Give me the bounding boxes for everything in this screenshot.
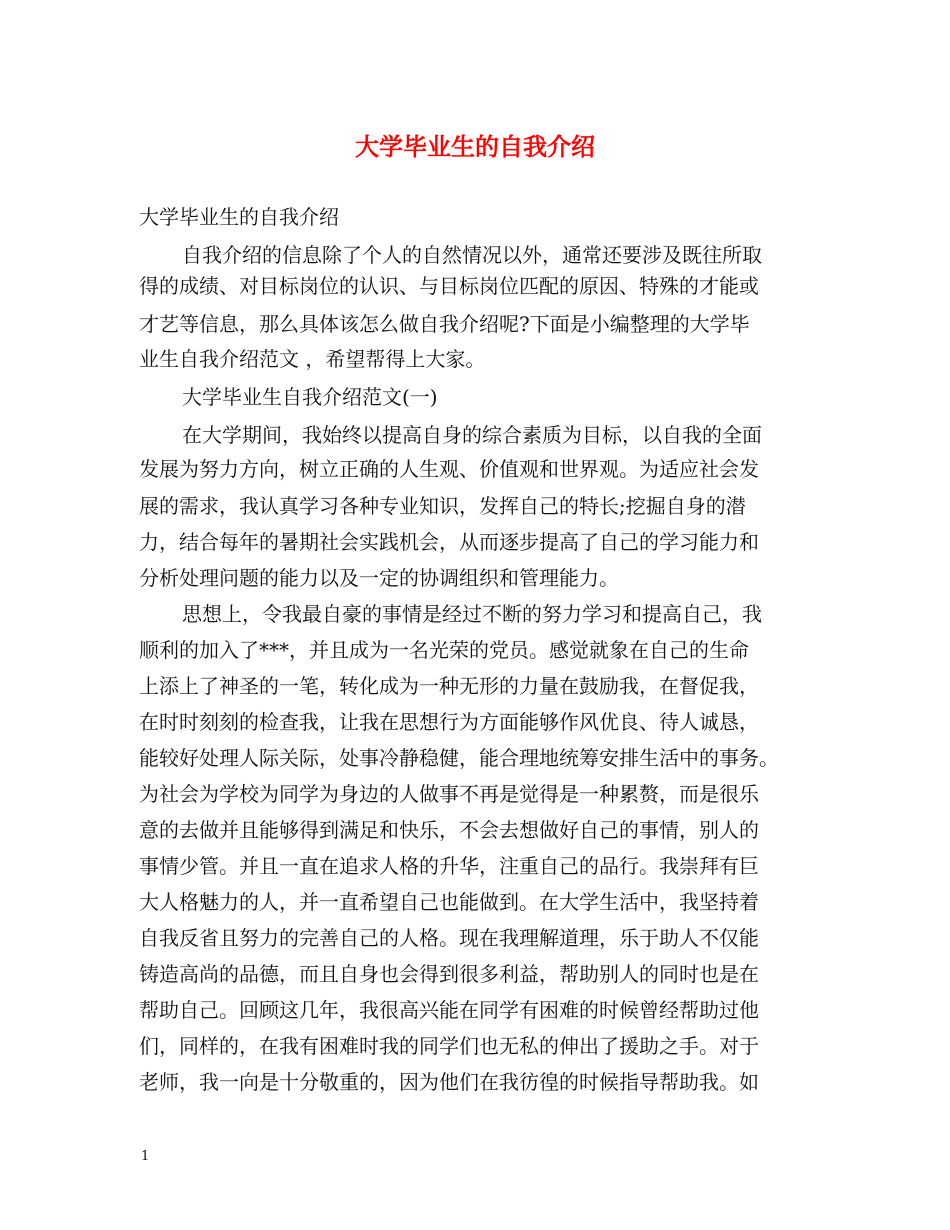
body-line: 事情少管。并且一直在追求人格的升华，注重自己的品行。我崇拜有巨 xyxy=(139,854,759,878)
body-line: 力，结合每年的暑期社会实践机会，从而逐步提高了自己的学习能力和 xyxy=(139,530,759,554)
body-line: 为社会为学校为同学为身边的人做事不再是觉得是一种累赘，而是很乐 xyxy=(139,782,759,806)
section-heading: 大学毕业生自我介绍范文(一) xyxy=(182,385,438,409)
body-line: 分析处理问题的能力以及一定的协调组织和管理能力。 xyxy=(139,566,619,590)
body-line: 在大学期间，我始终以提高自身的综合素质为目标，以自我的全面 xyxy=(182,423,762,447)
document-subtitle: 大学毕业生的自我介绍 xyxy=(139,205,339,229)
body-line: 大人格魅力的人，并一直希望自己也能做到。在大学生活中，我坚持着 xyxy=(139,890,759,914)
body-line: 业生自我介绍范文 ，希望帮得上大家。 xyxy=(139,347,486,371)
body-line: 帮助自己。回顾这几年，我很高兴能在同学有困难的时候曾经帮助过他 xyxy=(139,998,759,1022)
body-line: 意的去做并且能够得到满足和快乐，不会去想做好自己的事情，别人的 xyxy=(139,818,759,842)
body-line: 顺利的加入了***，并且成为一名光荣的党员。感觉就象在自己的生命 xyxy=(139,638,749,662)
body-line: 上添上了神圣的一笔，转化成为一种无形的力量在鼓励我，在督促我， xyxy=(139,674,759,698)
document-title: 大学毕业生的自我介绍 xyxy=(355,132,595,161)
body-line: 在时时刻刻的检查我，让我在思想行为方面能够作风优良、待人诚恳， xyxy=(139,710,759,734)
body-line: 自我反省且努力的完善自己的人格。现在我理解道理，乐于助人不仅能 xyxy=(139,926,759,950)
body-line: 才艺等信息，那么具体该怎么做自我介绍呢?下面是小编整理的大学毕 xyxy=(139,312,750,336)
body-line: 得的成绩、对目标岗位的认识、与目标岗位匹配的原因、特殊的才能或 xyxy=(139,274,759,298)
body-line: 老师，我一向是十分敬重的，因为他们在我彷徨的时候指导帮助我。如 xyxy=(139,1070,759,1094)
body-line: 展的需求，我认真学习各种专业知识，发挥自己的特长;挖掘自身的潜 xyxy=(139,494,746,518)
page-number: 1 xyxy=(141,1149,150,1164)
body-line: 铸造高尚的品德，而且自身也会得到很多利益，帮助别人的同时也是在 xyxy=(139,962,759,986)
body-line: 思想上，令我最自豪的事情是经过不断的努力学习和提高自己，我 xyxy=(182,602,762,626)
body-line: 们，同样的，在我有困难时我的同学们也无私的伸出了援助之手。对于 xyxy=(139,1034,759,1058)
body-line: 能较好处理人际关际，处事冷静稳健，能合理地统筹安排生活中的事务。 xyxy=(139,746,779,770)
body-line: 发展为努力方向，树立正确的人生观、价值观和世界观。为适应社会发 xyxy=(139,457,759,481)
body-line: 自我介绍的信息除了个人的自然情况以外，通常还要涉及既往所取 xyxy=(182,243,762,267)
